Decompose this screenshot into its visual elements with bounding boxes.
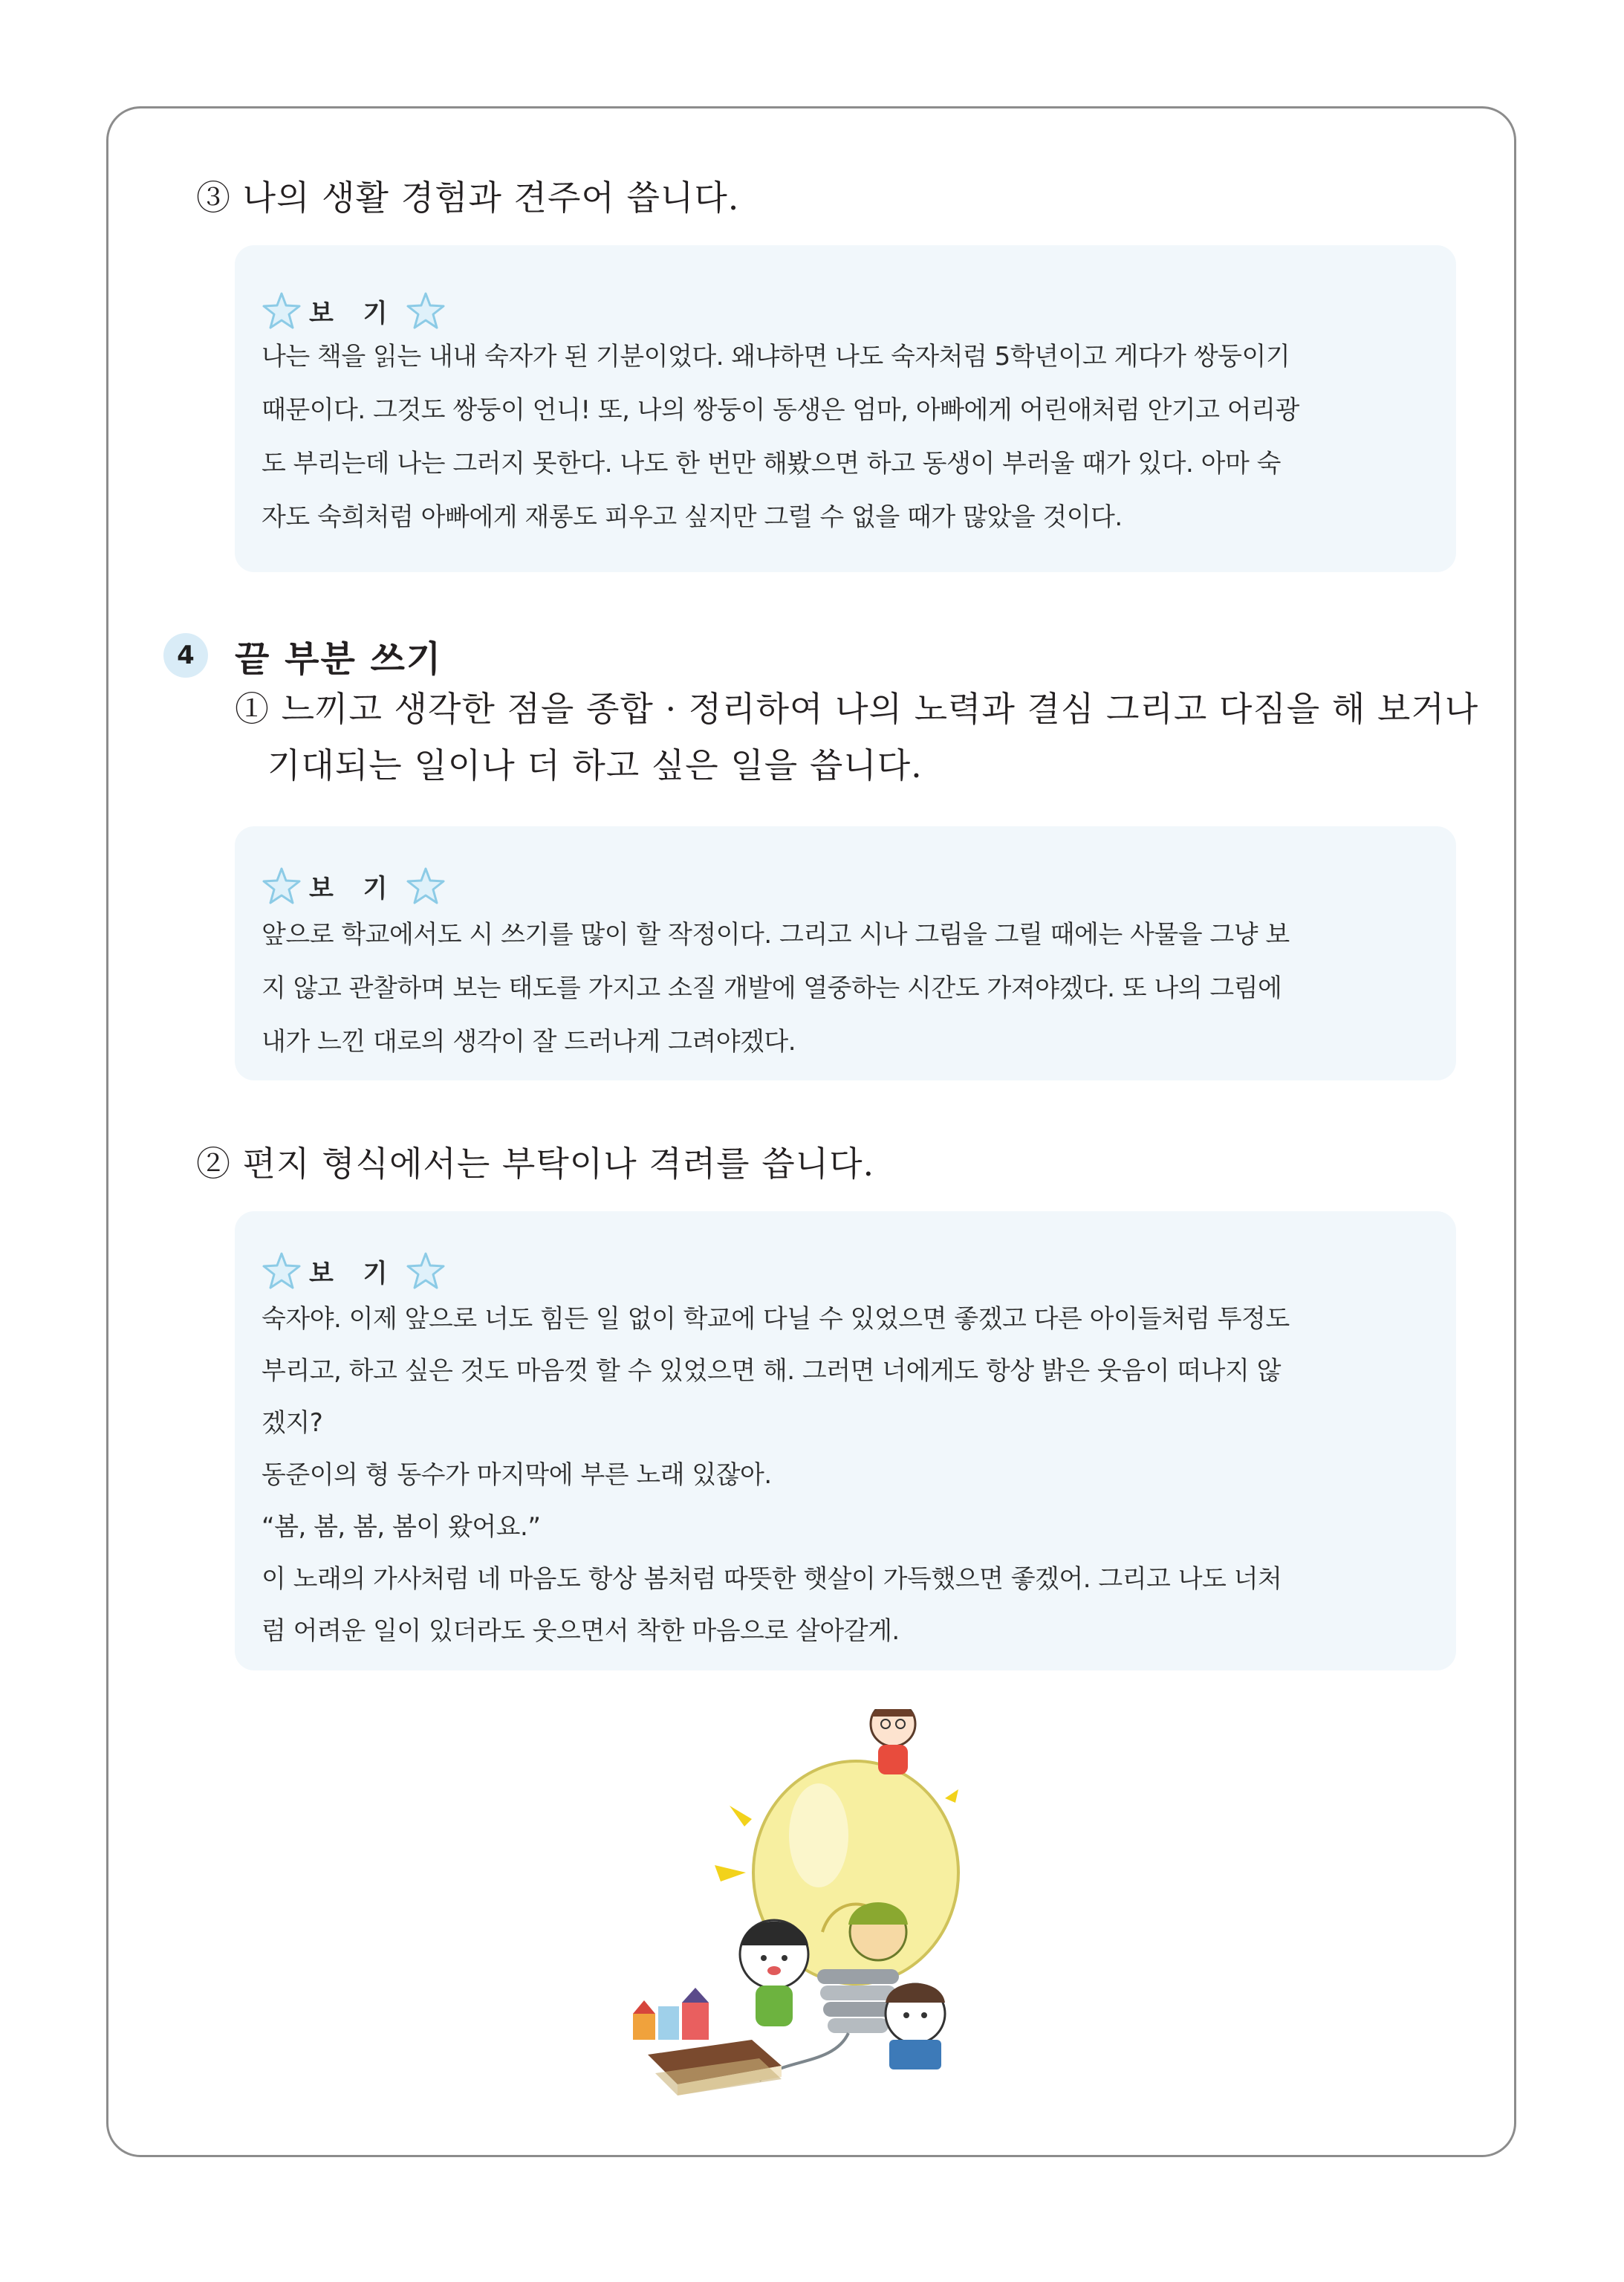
bogi-header <box>262 288 1429 333</box>
bogi-label: 보 기 <box>309 298 398 328</box>
item-3-heading: ③ 나의 생활 경험과 견주어 씁니다. <box>196 178 740 218</box>
lightbulb-illustration <box>633 1709 1019 2110</box>
example-box-3 <box>235 1211 1456 1670</box>
example-box-1 <box>235 245 1456 572</box>
star-icon <box>406 866 446 905</box>
bogi-header <box>262 863 1429 908</box>
example-text: 앞으로 학교에서도 시 쓰기를 많이 할 작정이다. 그리고 시나 그림을 그릴 때에는 사물을 그냥 보 지 않고 관찰하며 보는 태도를 가지고 소질 개발에 열중하는 시간도 가져야겠다. 또 나의 그림에 내가 느낀 대로의 생각이 잘 드러나게 그려야겠다. <box>262 920 1290 1057</box>
star-icon <box>406 291 446 330</box>
star-icon <box>406 1251 446 1290</box>
item-2-heading: ② 편지 형식에서는 부탁이나 격려를 씁니다. <box>196 1144 875 1184</box>
star-icon <box>262 866 302 905</box>
star-icon <box>262 1251 302 1290</box>
example-text: 나는 책을 읽는 내내 숙자가 된 기분이었다. 왜냐하면 나도 숙자처럼 5학년이고 게다가 쌍둥이기 때문이다. 그것도 쌍둥이 언니! 또, 나의 쌍둥이 동생은 엄마, 아빠에게 어린애처럼 안기고 어리광 도 부리는데 나는 그러지 못한다. 나도 한 번만 해봤으면 하고 동생이 부러울 때가 있다. 아마 숙 자도 숙희처럼 아빠에게 재롱도 피우고 싶지만 그럴 수 없을 때가 많았을 것이다. <box>262 342 1299 532</box>
bogi-label: 보 기 <box>309 1258 398 1289</box>
section-title: 끝 부분 쓰기 <box>235 638 443 680</box>
example-text: 숙자야. 이제 앞으로 너도 힘든 일 없이 학교에 다닐 수 있었으면 좋겠고 다른 아이들처럼 투정도 부리고, 하고 싶은 것도 마음껏 할 수 있었으면 해. 그러면 너에게도 항상 밝은 웃음이 떠나지 않 겠지? 동준이의 형 동수가 마지막에 부른 노래 있잖아. “봄, 봄, 봄, 봄이 왔어요.” 이 노래의 가사처럼 네 마음도 항상 봄처럼 따뜻한 햇살이 가득했으면 좋겠어. 그리고 나도 너처 럼 어려운 일이 있더라도 웃으면서 착한 마음으로 살아갈게. <box>262 1304 1290 1646</box>
example-box-2 <box>235 826 1456 1080</box>
bogi-header <box>262 1248 1429 1293</box>
bogi-label: 보 기 <box>309 873 398 904</box>
item-1-heading-line2: 기대되는 일이나 더 하고 싶은 일을 씁니다. <box>267 745 923 785</box>
item-1-heading-line1: ① 느끼고 생각한 점을 종합 · 정리하여 나의 노력과 결심 그리고 다짐을 해 보거나 <box>235 689 1479 729</box>
section-number-badge: 4 <box>163 633 208 678</box>
star-icon <box>262 291 302 330</box>
